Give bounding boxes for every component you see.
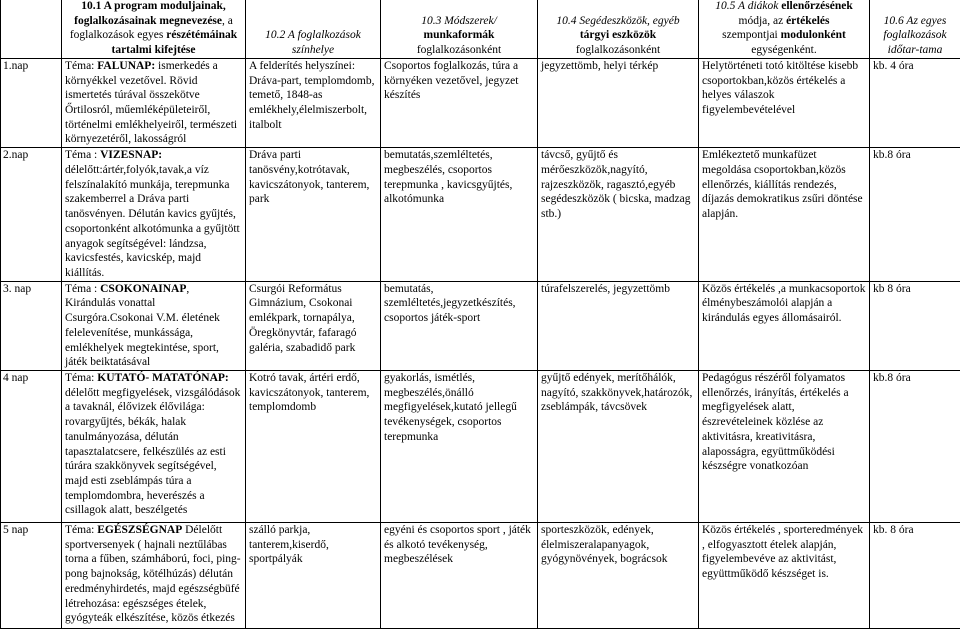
eval-cell: Pedagógus részéről folyamatos ellenőrzés, irányítás, értékelés a megfigyelések alatt, észrevételeinek közlése az aktivitásra, kreativitásra, alaposságra, együttműködési készségre vonatkozóan — [699, 370, 870, 522]
header-place: 10.2 A foglalkozások színhelye — [246, 0, 381, 58]
header-tools: 10.4 Segédeszközök, egyéb tárgyi eszközök foglalkozásonként — [538, 0, 699, 58]
header-method: 10.3 Módszerek/ munkaformák foglalkozásonként — [381, 0, 538, 58]
method-cell: Csoportos foglalkozás, túra a környéken vezetővel, jegyzet készítés — [381, 58, 538, 147]
method-cell: bemutatás, szemléltetés,jegyzetkészítés, csoportos játék-sport — [381, 281, 538, 370]
topic-cell: Téma : VIZESNAP: délelőtt:ártér,folyók,tavak,a víz felszínalakító munkája, terepmunka szakemberrel a Dráva parti tanösvényen. Délután kavics gyűjtés, csoportonként alkotómunka a gyűjtött anyagok segítségével: lándzsa, kavicsfestés, kavicskép, majd kiállítás. — [62, 148, 246, 281]
table-row — [1, 370, 960, 522]
day-cell: 4 nap — [1, 370, 62, 522]
header-row — [1, 0, 960, 58]
time-cell: kb.8 óra — [870, 148, 960, 281]
place-cell: Kotró tavak, ártéri erdő, kavicszátonyok, tanterem, templomdomb — [246, 370, 381, 522]
method-cell: bemutatás,szemléltetés, megbeszélés, csoportos terepmunka , kavicsgyűjtés, alkotómunka — [381, 148, 538, 281]
method-cell: egyéni és csoportos sport , játék és alkotó tevékenység, megbeszélések — [381, 522, 538, 628]
place-cell: szálló parkja, tanterem,kiserdő, sportpályák — [246, 522, 381, 628]
day-cell: 1.nap — [1, 58, 62, 147]
tools-cell: távcső, gyűjtő és mérőeszközök,nagyító, rajzeszközök, ragasztó,egyéb segédeszközök ( bicska, madzag stb.) — [538, 148, 699, 281]
time-cell: kb 8 óra — [870, 281, 960, 370]
topic-cell: Téma: KUTATÓ- MATATÓNAP: délelőtt megfigyelések, vizsgálódások a tavaknál, élővizek élővilága: rovargyűjtés, békák, halak tanulmányozása, délután tapasztalatcsere, felkészülés az esti túrára szakkönyvek segítségével, majd esti zseblámpás túra a templomdombra, heverészés a csillagok alatt, beszélgetés — [62, 370, 246, 522]
time-cell: kb. 8 óra — [870, 522, 960, 628]
table-row — [1, 281, 960, 370]
method-cell: gyakorlás, ismétlés, megbeszélés,önálló megfigyelések,kutató jellegű tevékenységek, csoportos terepmunka — [381, 370, 538, 522]
table-row — [1, 148, 960, 281]
tools-cell: jegyzettömb, helyi térkép — [538, 58, 699, 147]
place-cell: A felderítés helyszínei: Dráva-part, templomdomb, temető, 1848-as emlékhely,élelmiszerbolt, italbolt — [246, 58, 381, 147]
table-row — [1, 58, 960, 147]
place-cell: Csurgói Református Gimnázium, Csokonai emlékpark, tornapálya, Öregkönyvtár, fafaragó galéria, szabadidő park — [246, 281, 381, 370]
eval-cell: Közös értékelés ,a munkacsoportok élménybeszámolói alapján a kirándulás egyes állomásairól. — [699, 281, 870, 370]
tools-cell: gyűjtő edények, merítőhálók, nagyító, szakkönyvek,határozók, zseblámpák, távcsövek — [538, 370, 699, 522]
time-cell: kb. 4 óra — [870, 58, 960, 147]
topic-cell: Téma : CSOKONAINAP, Kirándulás vonattal Csurgóra.Csokonai V.M. életének felelevenítése, munkássága, emlékhelyek megtekintése, sport, játék beiktatásával — [62, 281, 246, 370]
header-eval: 10.5 A diákok ellenőrzésének módja, az értékelés szempontjai modulonként egységenként. — [699, 0, 870, 58]
tools-cell: sporteszközök, edények, élelmiszeralapanyagok, gyógynövények, bográcsok — [538, 522, 699, 628]
eval-cell: Közös értékelés , sporteredmények , elfogyasztott ételek alapján, figyelembevéve az aktivitást, együttműködő készséget is. — [699, 522, 870, 628]
header-topic: 10.1 A program moduljainak, foglalkozásainak megnevezése, a foglalkozások egyes részétémáinak tartalmi kifejtése — [62, 0, 246, 58]
eval-cell: Helytörténeti totó kitöltése kisebb csoportokban,közös értékelés a helyes válaszok figyelembevételével — [699, 58, 870, 147]
eval-cell: Emlékeztető munkafüzet megoldása csoportokban,közös ellenőrzés, kiállítás rendezés, díjazás demokratikus zsűri döntése alapján. — [699, 148, 870, 281]
tools-cell: túrafelszerelés, jegyzettömb — [538, 281, 699, 370]
topic-cell: Téma: EGÉSZSÉGNAP Délelőtt sportversenyek ( hajnali neztűlábas torna a fűben, számháború, foci, ping-pong bajnokság, kötélhúzás) délután eredményhirdetés, majd egészségbüfé létrehozása: egészséges ételek, gyógyteák elkészítése, közös étkezés — [62, 522, 246, 628]
topic-cell: Téma: FALUNAP: ismerkedés a környékkel vezetővel. Rövid ismertetés túrával összekötve Őrtilosról, műemléképületeiről, történelmi emlékhelyeiről, természeti környezetéről, lakosságról — [62, 58, 246, 147]
header-day — [1, 0, 62, 58]
day-cell: 2.nap — [1, 148, 62, 281]
place-cell: Dráva parti tanösvény,kotrótavak, kavicszátonyok, tanterem, park — [246, 148, 381, 281]
table-row — [1, 522, 960, 628]
day-cell: 3. nap — [1, 281, 62, 370]
day-cell: 5 nap — [1, 522, 62, 628]
header-time: 10.6 Az egyes foglalkozások időtar-tama — [870, 0, 960, 58]
time-cell: kb.8 óra — [870, 370, 960, 522]
